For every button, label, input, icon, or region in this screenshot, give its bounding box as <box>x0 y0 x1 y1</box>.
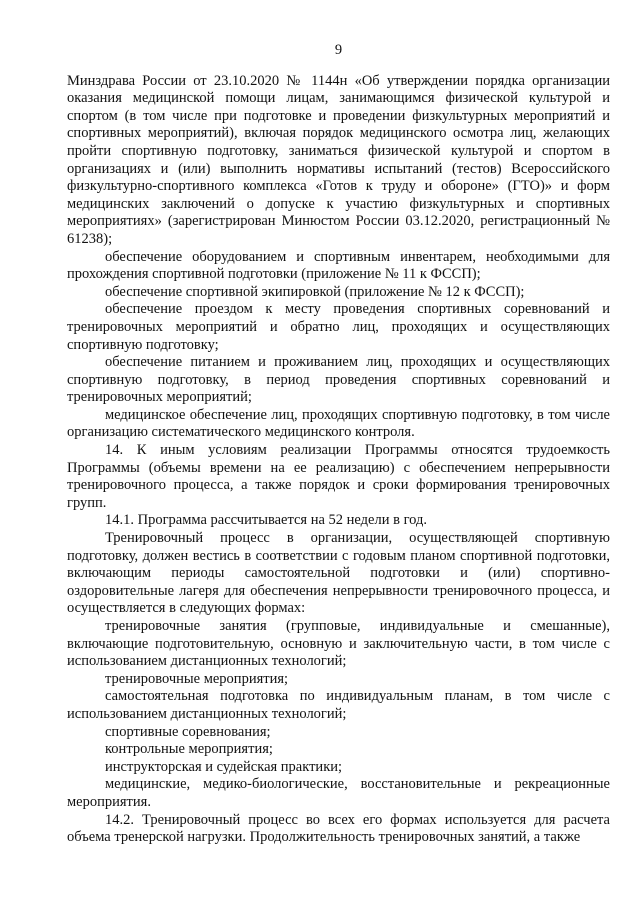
paragraph-17: 14.2. Тренировочный процесс во всех его формах используется для расчета объема тренерской нагрузки. Продолжительность тренировочных занятий, а также <box>67 811 610 846</box>
paragraph-15: инструкторская и судейская практики; <box>105 758 343 775</box>
paragraph-3: обеспечение спортивной экипировкой (приложение № 12 к ФССП); <box>105 283 525 300</box>
paragraph-5: обеспечение питанием и проживанием лиц, проходящих и осуществляющих спортивную подготовку, в период проведения спортивных соревнований и тренировочных мероприятий; <box>67 354 610 406</box>
paragraph-11: тренировочные мероприятия; <box>105 670 289 687</box>
paragraph-9: Тренировочный процесс в организации, осуществляющей спортивную подготовку, должен вестись в соответствии с годовым планом спортивной подготовки, включающим периоды самостоятельной подготовки и (или) спортивно-оздоровительные лагеря для обеспечения непрерывности тренировочного процесса, и осуществляется в следующих формах: <box>67 530 610 617</box>
paragraph-6: медицинское обеспечение лиц, проходящих спортивную подготовку, в том числе организацию систематического медицинского контроля. <box>67 406 610 441</box>
paragraph-12: самостоятельная подготовка по индивидуальным планам, в том числе с использованием дистанционных технологий; <box>67 688 610 722</box>
paragraph-7: 14. К иным условиям реализации Программы относятся трудоемкость Программы (объемы времени на ее реализацию) с обеспечением непрерывности тренировочного процесса, а также порядок и сроки формирования тренировочных групп. <box>67 442 610 511</box>
document-body <box>67 73 610 847</box>
paragraph-1: Минздрава России от 23.10.2020 № 1144н «Об утверждении порядка организации оказания медицинской помощи лицам, занимающимся физической культурой и спортом (в том числе при подготовке и проведении физкультурных мероприятий и спортивных мероприятий), включая порядок медицинского осмотра лиц, желающих пройти спортивную подготовку, заниматься физической культурой и спортом в организациях и (или) выполнить нормативы испытаний (тестов) Всероссийского физкультурно-спортивного комплекса «Готов к труду и обороне» (ГТО)» и форм медицинских заключений о допуске к участию физкультурных и спортивных мероприятиях» (зарегистрирован Минюстом России 03.12.2020, регистрационный № 61238); <box>67 72 610 247</box>
paragraph-14: контрольные мероприятия; <box>105 741 273 758</box>
paragraph-8: 14.1. Программа рассчитывается на 52 недели в год. <box>105 512 427 529</box>
paragraph-10: тренировочные занятия (групповые, индивидуальные и смешанные), включающие подготовительную, основную и заключительную части, в том числе с использованием дистанционных технологий; <box>67 618 610 670</box>
paragraph-16: медицинские, медико-биологические, восстановительные и рекреационные мероприятия. <box>67 776 610 810</box>
paragraph-4: обеспечение проездом к месту проведения спортивных соревнований и тренировочных мероприятий и обратно лиц, проходящих и осуществляющих спортивную подготовку; <box>67 301 610 353</box>
paragraph-13: спортивные соревнования; <box>105 723 271 740</box>
paragraph-2: обеспечение оборудованием и спортивным инвентарем, необходимыми для прохождения спортивной подготовки (приложение № 11 к ФССП); <box>67 248 610 283</box>
page-number: 9 <box>334 42 343 58</box>
